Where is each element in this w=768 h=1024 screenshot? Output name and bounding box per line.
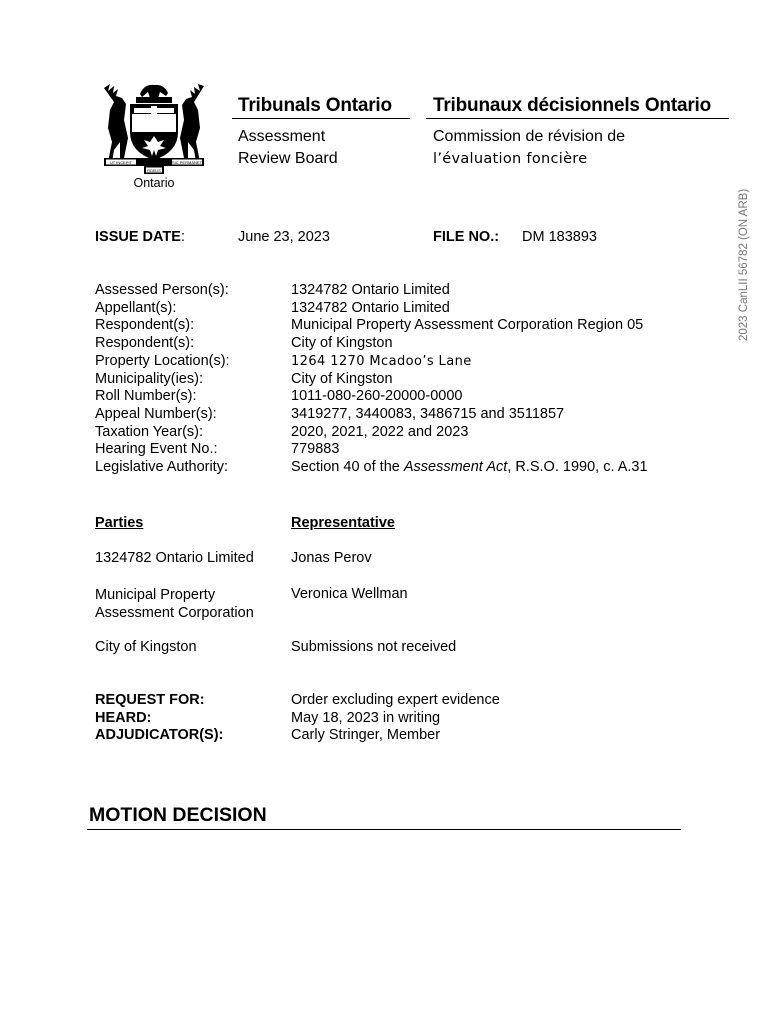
party-name: 1324782 Ontario Limited xyxy=(95,550,254,566)
ontario-coat-of-arms-logo xyxy=(100,80,208,178)
ontario-logo-label: Ontario xyxy=(133,176,175,190)
heard-value: May 18, 2023 in writing xyxy=(291,709,441,726)
board-name-fr-line2: l’évaluation foncière xyxy=(433,151,588,167)
heard-label: HEARD: xyxy=(95,709,152,726)
logo-motto-left: UT INCEPIT xyxy=(109,160,133,165)
representative-name: Veronica Wellman xyxy=(291,586,408,602)
issue-date-colon: : xyxy=(180,229,185,245)
representative-name: Submissions not received xyxy=(291,639,457,655)
detail-label: Taxation Year(s): xyxy=(95,423,204,440)
detail-value: 779883 xyxy=(291,441,340,458)
detail-label: Hearing Event No.: xyxy=(95,441,218,458)
logo-motto-right: SIC PERMANET xyxy=(171,160,203,165)
tribunaux-ontario-title: Tribunaux décisionnels Ontario xyxy=(433,95,711,116)
board-name-en-line1: Assessment xyxy=(238,128,326,145)
party-name: City of Kingston xyxy=(95,639,197,655)
detail-value: 1324782 Ontario Limited xyxy=(291,282,450,298)
detail-label: Appeal Number(s): xyxy=(95,405,217,422)
logo-motto-center: FIDELIS xyxy=(147,169,161,173)
detail-label: Legislative Authority: xyxy=(95,459,228,476)
legislative-authority-prefix: Section 40 of the xyxy=(291,459,404,476)
detail-label: Appellant(s): xyxy=(95,299,177,316)
party-name-line2: Assessment Corporation xyxy=(95,605,254,621)
title-underline-en xyxy=(232,118,410,119)
representative-header: Representative xyxy=(291,515,395,531)
legislative-authority-suffix: , R.S.O. 1990, c. A.31 xyxy=(507,459,648,476)
detail-label: Assessed Person(s): xyxy=(95,282,229,298)
detail-value: City of Kingston xyxy=(291,370,393,387)
citation-margin xyxy=(738,166,754,341)
detail-value: 2020, 2021, 2022 and 2023 xyxy=(291,423,469,440)
detail-label: Respondent(s): xyxy=(95,317,195,334)
detail-value: 1264 1270 Mcadoo’s Lane xyxy=(291,353,472,369)
board-name-en xyxy=(238,126,338,170)
canlii-citation: 2023 CanLII 56782 (ON ARB) xyxy=(738,188,750,341)
motion-decision-rule xyxy=(87,829,681,830)
board-name-en-line2: Review Board xyxy=(238,150,338,167)
board-name-fr xyxy=(433,126,625,170)
request-values xyxy=(291,692,500,745)
party-name xyxy=(95,586,254,622)
file-no-value: DM 183893 xyxy=(522,229,597,245)
detail-label: Property Location(s): xyxy=(95,352,230,369)
detail-value: City of Kingston xyxy=(291,335,393,352)
title-underline-fr xyxy=(426,118,729,119)
request-labels xyxy=(95,692,223,745)
detail-value: 1324782 Ontario Limited xyxy=(291,299,450,316)
board-name-fr-line1: Commission de révision de xyxy=(433,128,626,145)
file-no-label: FILE NO.: xyxy=(433,229,500,245)
tribunals-ontario-title: Tribunals Ontario xyxy=(238,95,392,116)
issue-date-value: June 23, 2023 xyxy=(238,229,330,245)
issue-date-label xyxy=(95,229,185,245)
adjudicator-label: ADJUDICATOR(S): xyxy=(95,727,224,744)
detail-value-legislative-authority xyxy=(291,459,731,477)
adjudicator-value: Carly Stringer, Member xyxy=(291,727,441,744)
detail-value: 1011-080-260-20000-0000 xyxy=(291,388,463,405)
request-for-value: Order excluding expert evidence xyxy=(291,692,500,708)
details-labels xyxy=(95,282,285,477)
detail-label: Municipality(ies): xyxy=(95,370,203,387)
request-for-label: REQUEST FOR: xyxy=(95,692,205,708)
detail-label: Roll Number(s): xyxy=(95,388,197,405)
legislative-authority-act: Assessment Act xyxy=(403,459,508,476)
details-values xyxy=(291,282,731,477)
parties-header: Parties xyxy=(95,515,144,531)
issue-date-label-text: ISSUE DATE xyxy=(95,229,181,245)
detail-value: 3419277, 3440083, 3486715 and 3511857 xyxy=(291,405,565,422)
representative-name: Jonas Perov xyxy=(291,550,372,566)
party-name-line1: Municipal Property xyxy=(95,587,216,603)
detail-value: Municipal Property Assessment Corporation Region 05 xyxy=(291,317,644,334)
motion-decision-heading: MOTION DECISION xyxy=(89,804,267,826)
detail-label: Respondent(s): xyxy=(95,335,195,352)
